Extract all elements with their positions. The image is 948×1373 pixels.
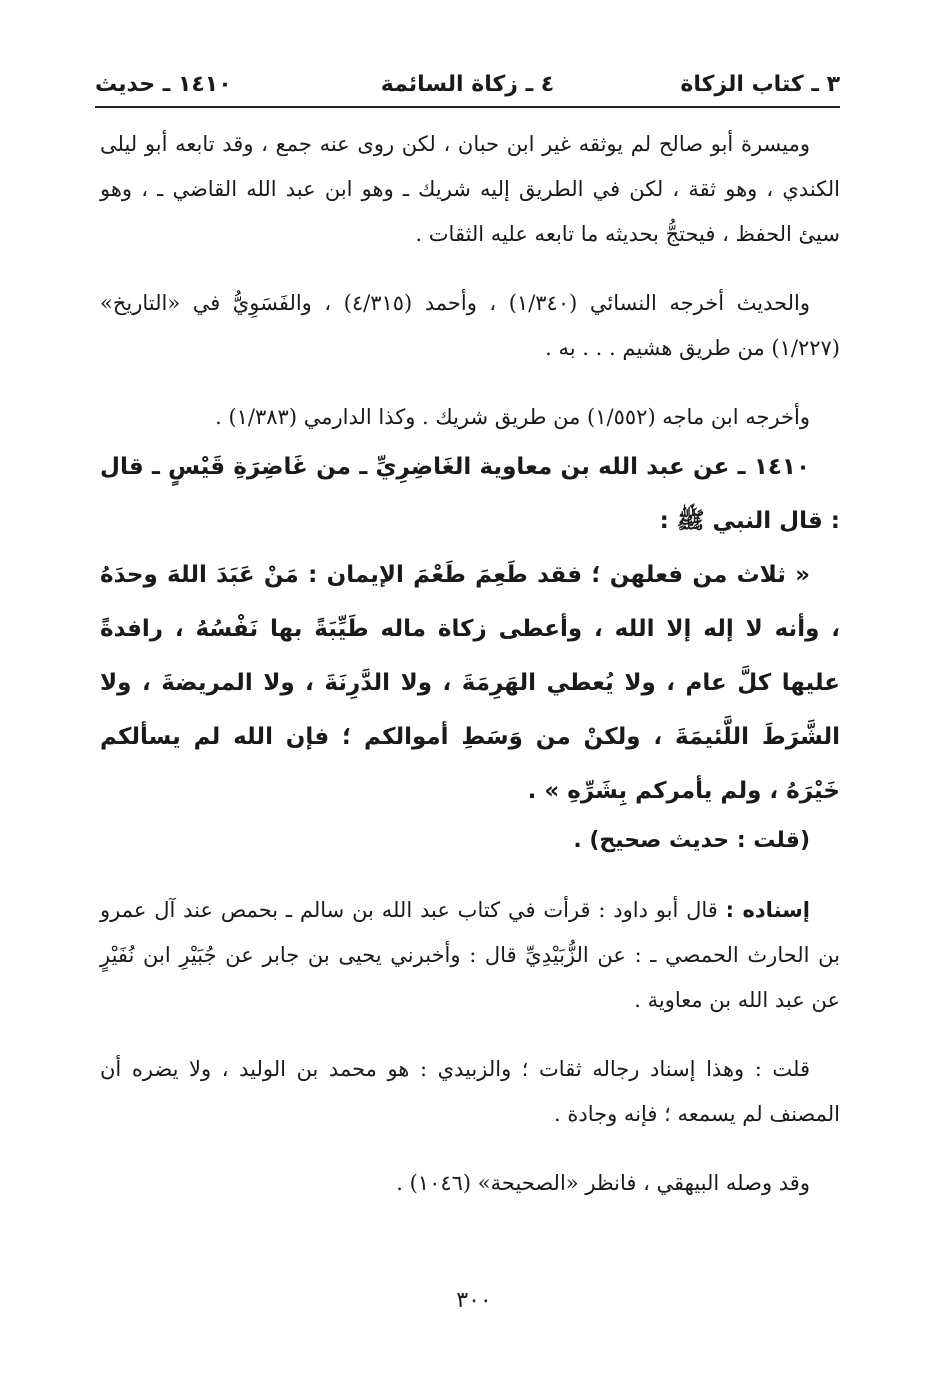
commentary-paragraph-1: وميسرة أبو صالح لم يوثقه غير ابن حبان ، لكن روى عنه جمع ، وقد تابعه أبو ليلى الكندي ، وهو ثقة ، لكن في الطريق إليه شريك ـ وهو ابن عبد الله القاضي ـ ، وهو سيئ الحفظ ، فيحتجُّ بحديثه ما تابعه عليه الثقات .: [100, 132, 840, 246]
isnad-paragraph: [100, 888, 840, 1023]
hadith-intro: ١٤١٠ ـ عن عبد الله بن معاوية الغَاضِرِيِّ ـ من غَاضِرَةِ قَيْسٍ ـ قال : قال النبي ﷺ :: [100, 454, 840, 534]
hadith-text: « ثلاث من فعلهن ؛ فقد طَعِمَ طَعْمَ الإيمان : مَنْ عَبَدَ اللهَ وحدَهُ ، وأنه لا إله إلا الله ، وأعطى زكاة ماله طَيِّبَةً بها نَفْسُهُ ، رافدةً عليها كلَّ عام ، ولا يُعطي الهَرِمَةَ ، ولا الدَّرِنَةَ ، ولا المريضةَ ، ولا الشَّرَطَ اللَّئيمَةَ ، ولكنْ من وَسَطِ أموالكم ؛ فإن الله لم يسألكم خَيْرَهُ ، ولم يأمركم بِشَرِّهِ » .: [100, 562, 840, 804]
chapter-title: ٣ ـ كتاب الزكاة: [680, 72, 840, 97]
hadith-reference: ١٤١٠ ـ حديث: [95, 72, 232, 97]
note-paragraph-2: وقد وصله البيهقي ، فانظر «الصحيحة» (١٠٤٦) .: [396, 1171, 810, 1195]
commentary-paragraph-2: والحديث أخرجه النسائي (١/٣٤٠) ، وأحمد (٤/٣١٥) ، والفَسَوِيُّ في «التاريخ» (١/٢٢٧) من طريق هشيم . . . به .: [100, 291, 840, 360]
isnad-text: قال أبو داود : قرأت في كتاب عبد الله بن سالم ـ بحمص عند آل عمرو بن الحارث الحمصي ـ : عن الزُّبَيْدِيِّ قال : وأخبرني يحيى بن جابر عن جُبَيْرِ ابن نُفَيْرٍ عن عبد الله بن معاوية .: [100, 898, 840, 1012]
hadith-verdict: (قلت : حديث صحيح) .: [573, 828, 810, 853]
page-body: [100, 122, 840, 1206]
running-header: [95, 68, 840, 108]
section-title: ٤ ـ زكاة السائمة: [380, 72, 555, 97]
page-number: ٣٠٠: [456, 1288, 492, 1313]
note-paragraph-1: قلت : وهذا إسناد رجاله ثقات ؛ والزبيدي : هو محمد بن الوليد ، ولا يضره أن المصنف لم يسمعه ؛ فإنه وجادة .: [100, 1057, 840, 1126]
commentary-paragraph-3: وأخرجه ابن ماجه (١/٥٥٢) من طريق شريك . وكذا الدارمي (١/٣٨٣) .: [215, 405, 810, 429]
isnad-label: إسناده :: [725, 898, 810, 922]
